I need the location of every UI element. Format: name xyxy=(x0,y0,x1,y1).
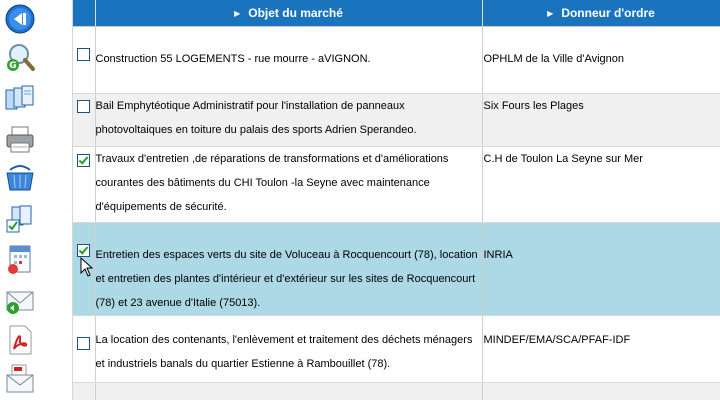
row-checkbox[interactable] xyxy=(77,48,90,61)
row-checkbox[interactable] xyxy=(77,154,90,167)
side-toolbar xyxy=(0,0,44,400)
pdf-mail-icon[interactable] xyxy=(4,363,36,395)
table-row[interactable] xyxy=(73,383,720,400)
column-header-objet[interactable]: ▶ Objet du marché xyxy=(95,0,482,27)
sort-arrow-icon: ▶ xyxy=(234,9,241,18)
checked-folders-icon[interactable] xyxy=(4,204,36,236)
cell-objet: Bail Emphytéotique Administratif pour l'installation de panneaux photovoltaiques en toiture du palais des sports Adrien Sperandeo. xyxy=(95,94,482,147)
cell-objet: Travaux d'entretien ,de réparations de transformations et d'améliorations courantes des bâtiments du CHI Toulon -la Seyne avec maintenance d'équipements de sécurité. xyxy=(95,147,482,223)
select-column-header xyxy=(73,0,95,27)
cell-donneur: MINDEF/EMA/SCA/PFAF-IDF xyxy=(482,316,720,383)
row-checkbox[interactable] xyxy=(77,100,90,113)
mouse-cursor-icon xyxy=(80,257,94,277)
row-checkbox[interactable] xyxy=(77,337,90,350)
table-row[interactable] xyxy=(73,27,720,94)
table-row[interactable] xyxy=(73,147,720,223)
cell-donneur: C.H de Toulon La Seyne sur Mer xyxy=(482,147,720,223)
table-header-row xyxy=(73,0,720,27)
back-icon[interactable] xyxy=(4,3,36,35)
mail-back-icon[interactable] xyxy=(4,284,36,316)
column-header-donneur[interactable]: ▶ Donneur d'ordre xyxy=(482,0,720,27)
cell-donneur: INRIA xyxy=(482,223,720,316)
cell-donneur: OPHLM de la Ville d'Avignon xyxy=(482,27,720,94)
results-table xyxy=(73,0,720,400)
folders-icon[interactable] xyxy=(4,82,36,114)
basket-icon[interactable] xyxy=(4,162,36,194)
print-icon[interactable] xyxy=(4,123,36,155)
sort-arrow-icon: ▶ xyxy=(547,9,554,18)
row-checkbox[interactable] xyxy=(77,244,90,257)
cell-donneur: Six Fours les Plages xyxy=(482,94,720,147)
table-row[interactable] xyxy=(73,223,720,316)
svg-text:G: G xyxy=(9,61,17,71)
cell-objet: Entretien des espaces verts du site de Voluceau à Rocquencourt (78), location et entretien des plantes d'intérieur et d'extérieur sur les sites de Rocquencourt (78) et 23 avenue d'Italie (75013). xyxy=(95,223,482,316)
table-row[interactable] xyxy=(73,94,720,147)
table-row[interactable] xyxy=(73,316,720,383)
cell-objet: La location des contenants, l'enlèvement et traitement des déchets ménagers et industriels banals du quartier Estienne à Rambouillet (78). xyxy=(95,316,482,383)
pdf-icon[interactable] xyxy=(4,324,36,356)
cell-objet: Construction 55 LOGEMENTS - rue mourre - aVIGNON. xyxy=(95,27,482,94)
calendar-icon[interactable] xyxy=(4,243,36,275)
search-icon[interactable] xyxy=(4,41,36,73)
